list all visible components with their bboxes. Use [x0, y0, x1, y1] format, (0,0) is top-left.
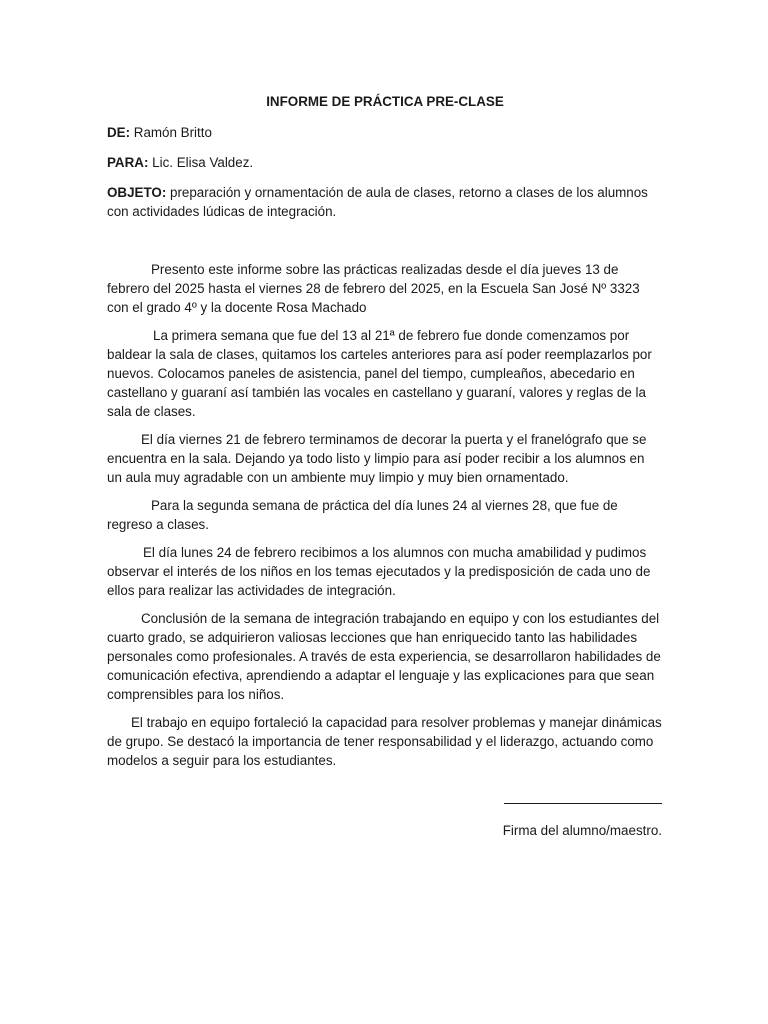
paragraph-6: Conclusión de la semana de integración trabajando en equipo y con los estudiantes del cuarto grado, se adquirieron valiosas lecciones que han enriquecido tanto las habilidades personales como profesionales. A través de esta experiencia, se desarrollaron habilidades de comunicación efectiva, aprendiendo a adaptar el lenguaje y las explicaciones para que sean comprensibles para los niños.: [107, 611, 661, 702]
signature-block: [362, 792, 662, 840]
paragraph-4: Para la segunda semana de práctica del día lunes 24 al viernes 28, que fue de regreso a clases.: [107, 498, 618, 532]
signature-line: [504, 793, 662, 804]
object-value: preparación y ornamentación de aula de clases, retorno a clases de los alumnos con actividades lúdicas de integración.: [107, 185, 648, 219]
paragraph-1: Presento este informe sobre las prácticas realizadas desde el día jueves 13 de febrero del 2025 hasta el viernes 28 de febrero del 2025, en la Escuela San José Nº 3323 con el grado 4º y la docente Rosa Machado: [107, 262, 640, 315]
to-value: Lic. Elisa Valdez.: [148, 155, 254, 170]
paragraph-5: El día lunes 24 de febrero recibimos a los alumnos con mucha amabilidad y pudimos observar el interés de los niños en los temas ejecutados y la predisposición de cada uno de ellos para realizar las actividades de integración.: [107, 545, 651, 598]
spacer: [107, 232, 663, 260]
document-body: [107, 92, 663, 779]
paragraph-3: El día viernes 21 de febrero terminamos de decorar la puerta y el franelógrafo que se encuentra en la sala. Dejando ya todo listo y limpio para así poder recibir a los alumnos en un aula muy agradable con un ambiente muy limpio y muy bien ornamentado.: [107, 432, 647, 485]
paragraph-7: El trabajo en equipo fortaleció la capacidad para resolver problemas y manejar dinámicas de grupo. Se destacó la importancia de tener responsabilidad y el liderazgo, actuando como modelos a seguir para los estudiantes.: [107, 715, 662, 768]
object-field: [107, 183, 663, 221]
object-label: OBJETO:: [107, 185, 167, 200]
from-label: DE:: [107, 125, 131, 140]
signature-line-wrap: [362, 792, 662, 807]
signature-label: Firma del alumno/maestro.: [502, 823, 662, 838]
document-title: INFORME DE PRÁCTICA PRE-CLASE: [266, 94, 504, 109]
to-label: PARA:: [107, 155, 149, 170]
from-value: Ramón Britto: [130, 125, 212, 140]
to-field: [107, 153, 663, 172]
from-field: [107, 123, 663, 142]
paragraph-2: La primera semana que fue del 13 al 21ª de febrero fue donde comenzamos por baldear la sala de clases, quitamos los carteles anteriores para así poder reemplazarlos por nuevos. Colocamos paneles de asistencia, panel del tiempo, cumpleaños, abecedario en castellano y guaraní así también las vocales en castellano y guaraní, valores y reglas de la sala de clases.: [107, 328, 652, 419]
